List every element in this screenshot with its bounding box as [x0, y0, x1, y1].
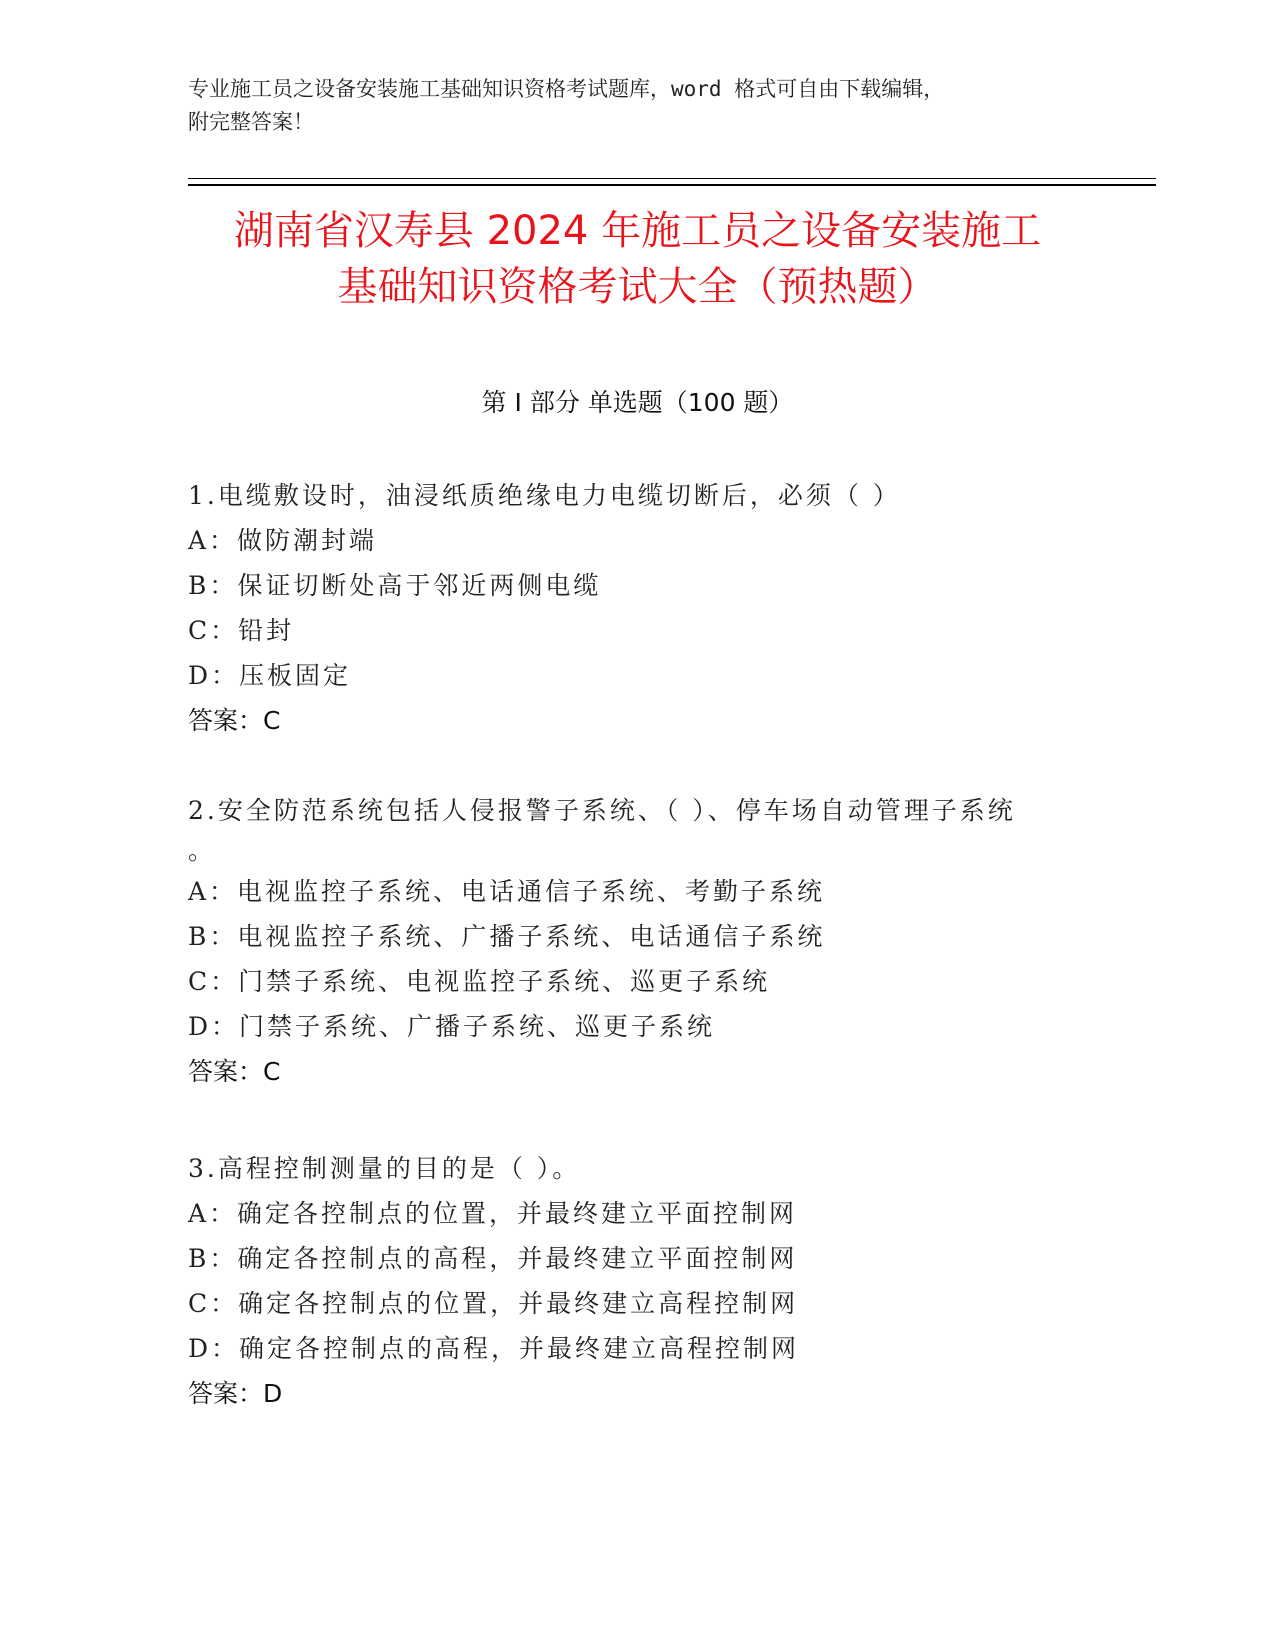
question-block — [188, 473, 1088, 743]
option-d: D：门禁子系统、广播子系统、巡更子系统 — [188, 1012, 716, 1041]
header-note-line: 附完整答案！ — [188, 110, 314, 134]
question-stem: 2.安全防范系统包括人侵报警子系统、（ ）、停车场自动管理子系统 — [188, 796, 1016, 825]
option-c: C：门禁子系统、电视监控子系统、巡更子系统 — [188, 967, 771, 996]
question-stem: 1.电缆敷设时，油浸纸质绝缘电力电缆切断后，必须（ ） — [188, 481, 901, 510]
option-a: A：确定各控制点的位置，并最终建立平面控制网 — [188, 1199, 798, 1228]
answer-line: 答案：C — [188, 706, 281, 735]
document-title-line: 基础知识资格考试大全（预热题） — [337, 264, 938, 310]
section-heading: 第 I 部分 单选题（100 题） — [481, 388, 794, 417]
question-stem: 3.高程控制测量的目的是（ ）。 — [188, 1154, 581, 1183]
option-d: D：压板固定 — [188, 661, 352, 690]
option-b: B：确定各控制点的高程，并最终建立平面控制网 — [188, 1244, 798, 1273]
option-c: C：铅封 — [188, 616, 295, 645]
answer-line: 答案：C — [188, 1057, 281, 1086]
option-a: A：电视监控子系统、电话通信子系统、考勤子系统 — [188, 877, 826, 906]
option-b: B：保证切断处高于邻近两侧电缆 — [188, 571, 602, 600]
header-note-line: 专业施工员之设备安装施工基础知识资格考试题库，word 格式可自由下载编辑， — [188, 77, 945, 101]
header-note — [188, 73, 1088, 139]
document-title-line: 湖南省汉寿县 2024 年施工员之设备安装施工 — [233, 208, 1042, 254]
question-stem-continuation: 。 — [188, 836, 214, 865]
question-block — [188, 1146, 1088, 1416]
option-c: C：确定各控制点的位置，并最终建立高程控制网 — [188, 1289, 799, 1318]
answer-line: 答案：D — [188, 1379, 283, 1408]
header-divider-thin — [188, 178, 1156, 179]
document-title — [150, 203, 1125, 315]
option-b: B：电视监控子系统、广播子系统、电话通信子系统 — [188, 922, 826, 951]
header-divider-thick — [188, 184, 1156, 186]
question-block — [188, 788, 1088, 1094]
option-a: A：做防潮封端 — [188, 526, 378, 555]
option-d: D：确定各控制点的高程，并最终建立高程控制网 — [188, 1334, 800, 1363]
